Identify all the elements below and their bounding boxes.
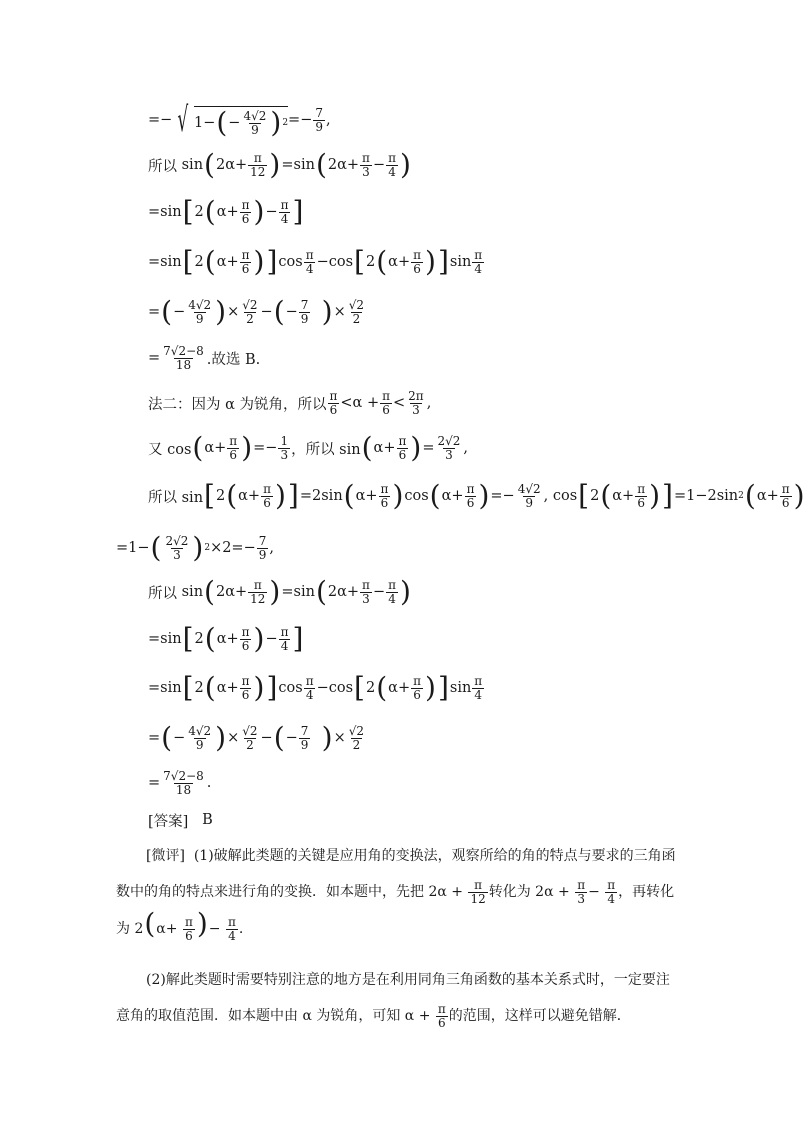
text: =− — [288, 112, 313, 128]
equation-line-6: = $\frac{7√2-8}{18}$ .故选 B. — [148, 343, 261, 372]
method-two-line-4: =1− ( $\frac{2√2}{3}$ ) 2 ×2=− $\frac{7}{9}$ , — [116, 531, 274, 564]
answer-label: [答案] — [148, 813, 189, 830]
text: 所以 — [148, 158, 177, 175]
equation-line-5: = ( − $\frac{4√2}{9}$ ) × $\frac{√2}{2}$ − ( − $\frac{7}{9}$ ) × $\frac{√2}{2}$ — [148, 295, 365, 328]
method-two-line-2: 又 cos ( α+ $\frac{\pi}{6}$ ) =− $\frac{1}{3}$ ，所以 sin ( α+ $\frac{\pi}{6}$ ) = $\frac{2√2}{3}$ , — [148, 431, 469, 464]
answer-line — [148, 800, 213, 840]
comment-label: [微评] — [146, 848, 185, 864]
equation-line-2: 所以 sin ( 2α+ $\frac{\pi}{12}$ ) =sin ( 2α+ $\frac{\pi}{3}$ − $\frac{\pi}{4}$ ) — [148, 148, 411, 181]
text: 1− — [193, 115, 216, 131]
method-two-line-9: = $\frac{7√2-8}{18}$ . — [148, 768, 212, 797]
method-two-line-7: =sin [ 2 ( α+ $\frac{\pi}{6}$ ) ] cos $\frac{\pi}{4}$ − cos [ 2 ( α+ $\frac{\pi}{6}$ ) ] sin $\frac{\pi}{4}$ — [148, 671, 483, 704]
method-two-line-5: 所以 sin ( 2α+ $\frac{\pi}{12}$ ) =sin ( 2α+ $\frac{\pi}{3}$ − $\frac{\pi}{4}$ ) — [148, 575, 411, 608]
text: .故选 B. — [206, 351, 261, 368]
equation-line-4: =sin [ 2 ( α+ $\frac{\pi}{6}$ ) ] cos $\frac{\pi}{4}$ − cos [ 2 ( α+ $\frac{\pi}{6}$ ) ] sin $\frac{\pi}{4}$ — [148, 245, 483, 278]
comment-paragraph-1: [微评] (1)破解此类题的关键是应用角的变换法，观察所给的角的特点与要求的三角函数中的角的特点来进行角的变换．如本题中，先把 2α + $\frac{\pi}{12}$ 转化为 2α + $\frac{\pi}{3}$ − $\frac{\pi}{4}$ ，再转化为 2(α+ $\frac{\pi}{6}$ )− $\frac{\pi}{4}$ . — [116, 848, 676, 943]
method-two-intro: 法二：因为 α 为锐角，所以 $\frac{\pi}{6}$ <α + $\frac{\pi}{6}$ < $\frac{2\pi}{3}$ , — [148, 388, 432, 417]
equation-line-1: =− √ 1− ( − $\frac{4√2}{9}$ ) 2 =− $\frac{7}{9}$ , — [148, 100, 331, 140]
fraction: $\frac{4√2}{9}$ — [243, 108, 267, 137]
text: =− — [148, 112, 173, 128]
fraction: $\frac{7}{9}$ — [315, 105, 323, 134]
method-two-line-6: =sin [ 2 ( α+ $\frac{\pi}{6}$ ) − $\frac{\pi}{4}$ ] — [148, 622, 304, 655]
method-two-line-3: 所以 sin [ 2 ( α+ $\frac{\pi}{6}$ ) ] =2sin ( α+ $\frac{\pi}{6}$ ) cos ( α+ $\frac{\pi}{6}$ ) =− $\frac{4√2}{9}$ , cos [ 2 ( α+ $\frac{\pi}{6}$ ) ] =1−2sin 2 ( α+ $\frac{\pi}{6}$ ) — [148, 479, 805, 512]
method-two-line-8: = ( − $\frac{4√2}{9}$ ) × $\frac{√2}{2}$ − ( − $\frac{7}{9}$ ) × $\frac{√2}{2}$ — [148, 721, 365, 754]
answer-value: B — [202, 812, 213, 828]
radical: √ 1− ( − $\frac{4√2}{9}$ ) 2 — [177, 100, 289, 140]
fraction: $\frac{\pi}{12}$ — [250, 150, 266, 179]
comment-paragraph-2: (2)解此类题时需要特别注意的地方是在利用同角三角函数的基本关系式时，一定要注意角的取值范围．如本题中由 α 为锐角，可知 α + $\frac{\pi}{6}$ 的范围，这样可以避免错解． — [116, 972, 670, 1030]
equation-line-3: =sin [ 2 ( α+ $\frac{\pi}{6}$ ) − $\frac{\pi}{4}$ ] — [148, 195, 304, 228]
